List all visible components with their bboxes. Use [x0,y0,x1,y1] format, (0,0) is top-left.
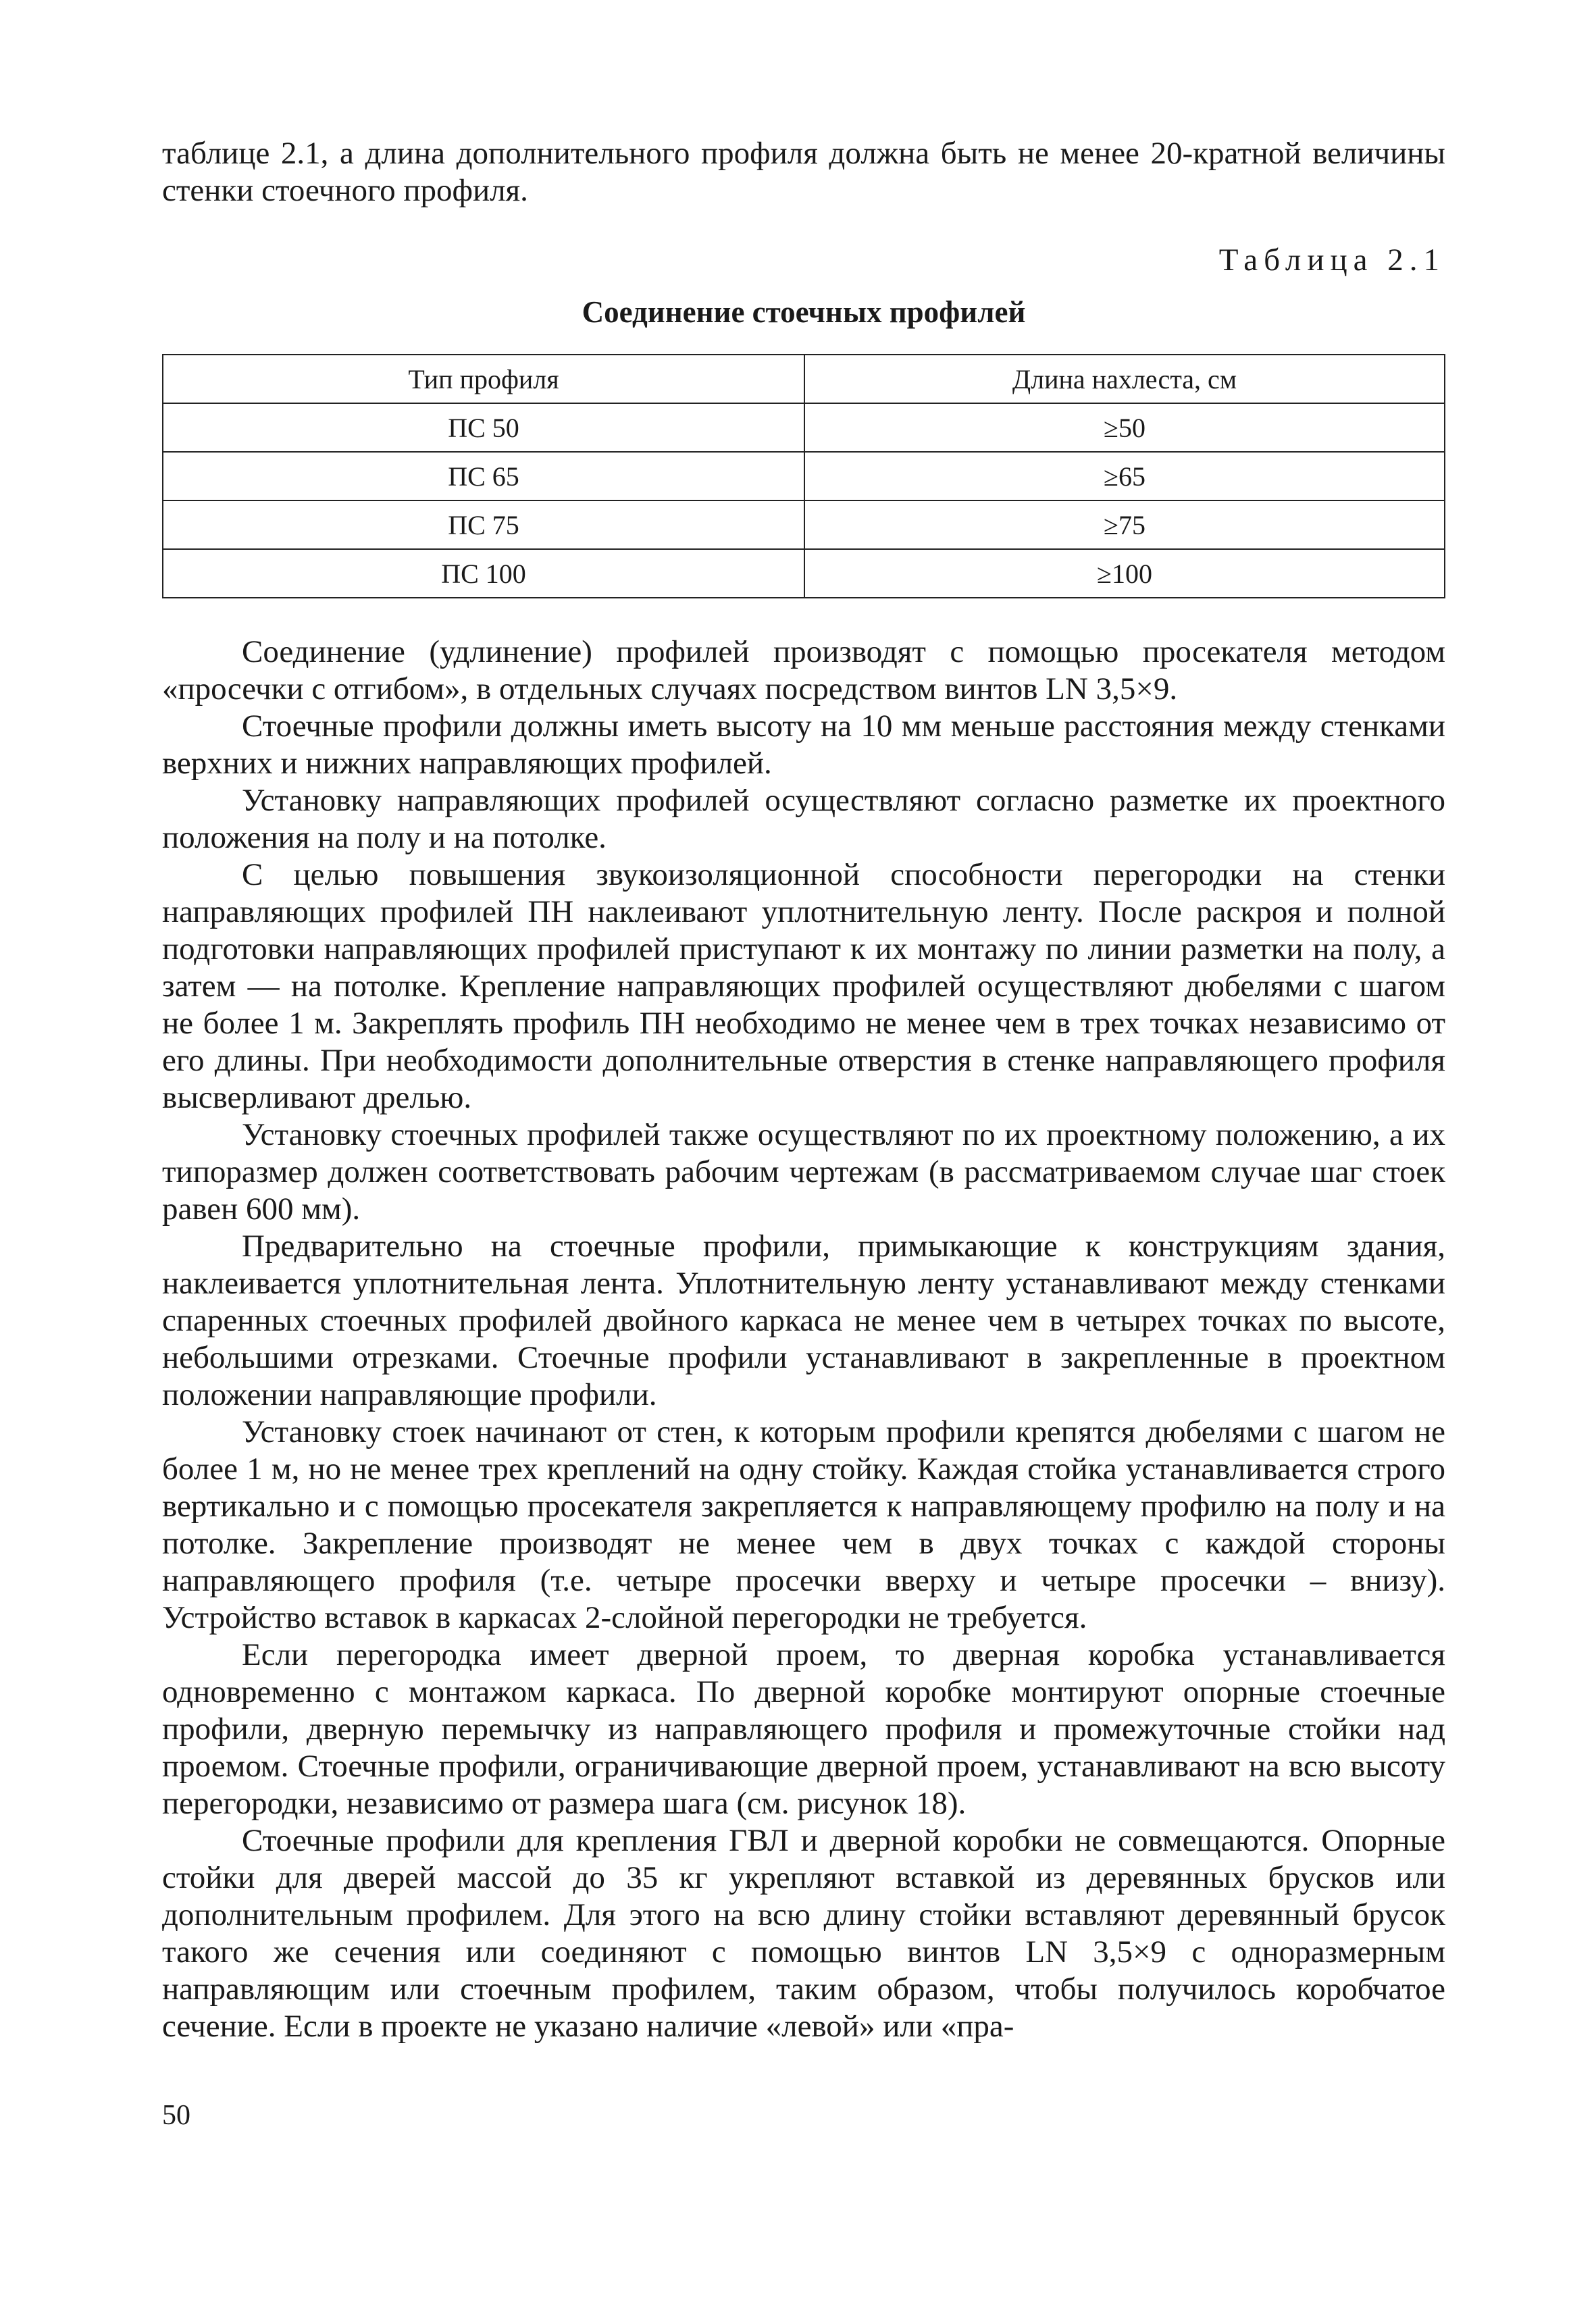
table-cell: ≥50 [804,403,1445,452]
intro-paragraph: таблице 2.1, а длина дополнительного профиля должна быть не менее 20-кратной величины стенки стоечного профиля. [162,136,1445,208]
page-number: 50 [162,2100,190,2131]
table-cell: ≥75 [804,500,1445,549]
table-cell: ПС 65 [163,452,804,500]
page-body [162,135,1445,2045]
paragraph: Установку стоек начинают от стен, к которым профили крепятся дюбелями с шагом не более 1 м, но не менее трех креплений на одну стойку. Каждая стойка устанавливается строго вертикально и с помощью просекателя закрепляется к направляющему профилю на полу и на потолке. Закрепление производят не менее чем в двух точках с каждой стороны направляющего профиля (т.е. четыре просечки вверху и четыре просечки – внизу). Устройство вставок в каркасах 2-слойной перегородки не требуется. [162,1414,1445,1635]
paragraph: Стоечные профили должны иметь высоту на 10 мм меньше расстояния между стенками верхних и нижних направляющих профилей. [162,709,1445,781]
table-row [163,500,1445,549]
table-cell: ≥100 [804,549,1445,598]
paragraph: Установку стоечных профилей также осуществляют по их проектному положению, а их типоразмер должен соответствовать рабочим чертежам (в рассматриваемом случае шаг стоек равен 600 мм). [162,1117,1445,1227]
table-header-row [163,355,1445,403]
paragraph: Соединение (удлинение) профилей производят с помощью просекателя методом «просечки с отгибом», в отдельных случаях посредством винтов LN 3,5×9. [162,634,1445,706]
table-title: Соединение стоечных профилей [582,295,1026,329]
table-row [163,549,1445,598]
table-header-cell: Тип профиля [163,355,804,403]
paragraph: Предварительно на стоечные профили, примыкающие к конструкциям здания, наклеивается уплотнительная лента. Уплотнительную ленту устанавливают между стенками спаренных стоечных профилей двойного каркаса не менее чем в четырех точках по высоте, небольшими отрезками. Стоечные профили устанавливают в закрепленные в проектном положении направляющие профили. [162,1229,1445,1412]
paragraph: Если перегородка имеет дверной проем, то дверная коробка устанавливается одновременно с монтажом каркаса. По дверной коробке монтируют опорные стоечные профили, дверную перемычку из направляющего профиля и промежуточные стойки над проемом. Стоечные профили, ограничивающие дверной проем, устанавливают на всю высоту перегородки, независимо от размера шага (см. рисунок 18). [162,1637,1445,1821]
table-cell: ПС 100 [163,549,804,598]
table-cell: ПС 75 [163,500,804,549]
table-label: Таблица 2.1 [1218,242,1445,278]
table-row [163,452,1445,500]
table-header-cell: Длина нахлеста, см [804,355,1445,403]
table-row [163,403,1445,452]
paragraph: С целью повышения звукоизоляционной способности перегородки на стенки направляющих профилей ПН наклеивают уплотнительную ленту. После раскроя и полной подготовки направляющих профилей приступают к их монтажу по линии разметки на полу, а затем — на потолке. Крепление направляющих профилей осуществляют дюбелями с шагом не более 1 м. Закреплять профиль ПН необходимо не менее чем в трех точках независимо от его длины. При необходимости дополнительные отверстия в стенке направляющего профиля высверливают дрелью. [162,857,1445,1115]
paragraph: Стоечные профили для крепления ГВЛ и дверной коробки не совмещаются. Опорные стойки для дверей массой до 35 кг укрепляют вставкой из деревянных брусков или дополнительным профилем. Для этого на всю длину стойки вставляют деревянный брусок такого же сечения или соединяют с помощью винтов LN 3,5×9 с одноразмерным направляющим или стоечным профилем, таким образом, чтобы получилось коробчатое сечение. Если в проекте не указано наличие «левой» или «пра- [162,1823,1445,2044]
paragraph: Установку направляющих профилей осуществляют согласно разметке их проектного положения на полу и на потолке. [162,783,1445,855]
profile-joint-table [162,354,1445,598]
table-cell: ПС 50 [163,403,804,452]
table-cell: ≥65 [804,452,1445,500]
